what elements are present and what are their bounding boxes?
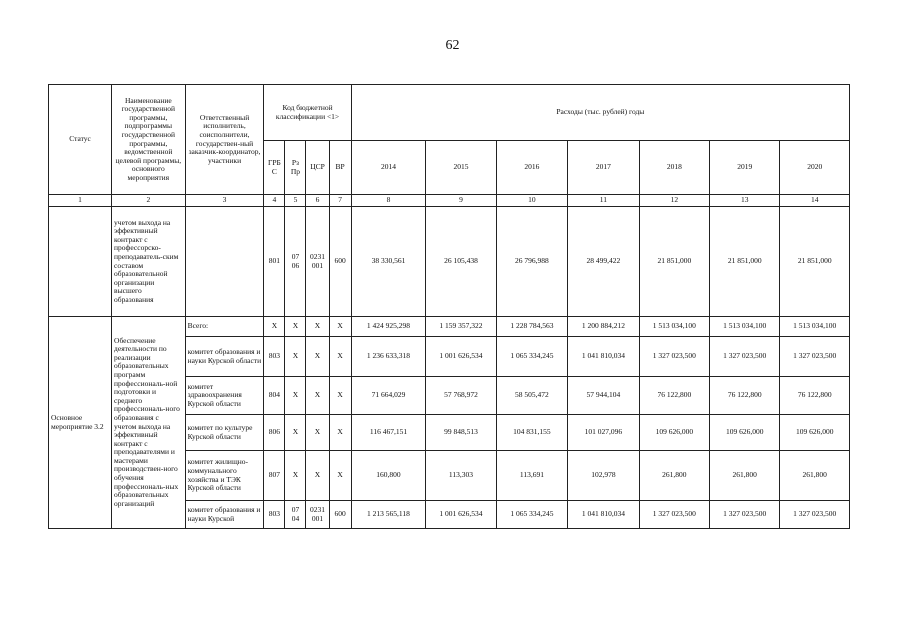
csr-cell: Х — [306, 451, 329, 501]
value-2014: 160,800 — [351, 451, 426, 501]
value-2020: 109 626,000 — [780, 415, 850, 451]
value-2020: 1 327 023,500 — [780, 337, 850, 377]
responsible-cell: комитет здравоохранения Курской области — [185, 377, 264, 415]
value-2018: 261,800 — [639, 451, 709, 501]
value-2017: 101 027,096 — [568, 415, 639, 451]
header-year-2017: 2017 — [568, 141, 639, 195]
page-number: 62 — [445, 38, 460, 53]
value-2016: 58 505,472 — [496, 377, 567, 415]
status-cell-empty — [49, 207, 112, 317]
value-2018: 1 327 023,500 — [639, 501, 709, 529]
responsible-cell-empty — [185, 207, 264, 317]
header-rzpr: Рз Пр — [285, 141, 306, 195]
value-2019: 1 327 023,500 — [710, 337, 780, 377]
value-2018: 1 327 023,500 — [639, 337, 709, 377]
value-2014: 1 236 633,318 — [351, 337, 426, 377]
value-2016: 1 065 334,245 — [496, 501, 567, 529]
vr-cell: Х — [329, 451, 351, 501]
responsible-cell: Всего: — [185, 317, 264, 337]
value-2014: 38 330,561 — [351, 207, 426, 317]
value-2020: 261,800 — [780, 451, 850, 501]
grbs-cell: 801 — [264, 207, 285, 317]
col-number: 5 — [285, 195, 306, 207]
col-number: 8 — [351, 195, 426, 207]
vr-cell: 600 — [329, 501, 351, 529]
value-2017: 102,978 — [568, 451, 639, 501]
value-2016: 26 796,988 — [496, 207, 567, 317]
rzpr-cell: 07 04 — [285, 501, 306, 529]
value-2019: 109 626,000 — [710, 415, 780, 451]
table-row — [49, 317, 850, 337]
vr-cell: Х — [329, 377, 351, 415]
header-year-2020: 2020 — [780, 141, 850, 195]
grbs-cell: 803 — [264, 501, 285, 529]
value-2019: 1 513 034,100 — [710, 317, 780, 337]
value-2019: 261,800 — [710, 451, 780, 501]
header-expenses: Расходы (тыс. рублей) годы — [351, 85, 849, 141]
program-name: учетом выхода на эффективный контракт с профессорско-преподаватель-ским составом образовательной организации высшего образования — [112, 207, 186, 317]
value-2016: 113,691 — [496, 451, 567, 501]
grbs-cell: Х — [264, 317, 285, 337]
value-2015: 1 001 626,534 — [426, 337, 496, 377]
col-number: 4 — [264, 195, 285, 207]
rzpr-cell: Х — [285, 317, 306, 337]
value-2019: 76 122,800 — [710, 377, 780, 415]
col-number: 6 — [306, 195, 329, 207]
value-2020: 1 513 034,100 — [780, 317, 850, 337]
col-number: 13 — [710, 195, 780, 207]
header-name: Наименование государственной программы, подпрограммы государственной программы, ведомственной целевой программы, основного мероприятия — [112, 85, 186, 195]
value-2015: 26 105,438 — [426, 207, 496, 317]
col-number: 10 — [496, 195, 567, 207]
header-csr: ЦСР — [306, 141, 329, 195]
value-2017: 1 041 810,034 — [568, 501, 639, 529]
rzpr-cell: Х — [285, 451, 306, 501]
header-status: Статус — [49, 85, 112, 195]
vr-cell: 600 — [329, 207, 351, 317]
measure-status: Основное мероприятие 3.2 — [49, 317, 112, 529]
col-number: 14 — [780, 195, 850, 207]
col-number: 2 — [112, 195, 186, 207]
vr-cell: Х — [329, 337, 351, 377]
csr-cell: 0231 001 — [306, 207, 329, 317]
value-2018: 109 626,000 — [639, 415, 709, 451]
header-responsible: Ответственный исполнитель, соисполнители, государствен-ный заказчик-координатор, участники — [185, 85, 264, 195]
value-2016: 104 831,155 — [496, 415, 567, 451]
header-year-2019: 2019 — [710, 141, 780, 195]
value-2015: 1 159 357,322 — [426, 317, 496, 337]
rzpr-cell: Х — [285, 377, 306, 415]
value-2017: 1 200 884,212 — [568, 317, 639, 337]
grbs-cell: 806 — [264, 415, 285, 451]
grbs-cell: 803 — [264, 337, 285, 377]
budget-table — [48, 84, 850, 529]
value-2017: 57 944,104 — [568, 377, 639, 415]
header-year-2018: 2018 — [639, 141, 709, 195]
rzpr-cell: Х — [285, 337, 306, 377]
measure-name: Обеспечение деятельности по реализации образовательных программ профессиональ-ной подготовки и среднего профессиональ-ного образования с учетом выхода на эффективный контракт с преподавателями и мастерами производствен-ного обучения профессиональ-ных образовательных организаций — [112, 317, 186, 529]
value-2014: 71 664,029 — [351, 377, 426, 415]
responsible-cell: комитет образования и науки Курской — [185, 501, 264, 529]
vr-cell: Х — [329, 415, 351, 451]
grbs-cell: 804 — [264, 377, 285, 415]
col-number: 1 — [49, 195, 112, 207]
table-row — [49, 207, 850, 317]
header-year-2016: 2016 — [496, 141, 567, 195]
header-budget-code: Код бюджетной классификации <1> — [264, 85, 351, 141]
responsible-cell: комитет жилищно-коммунального хозяйства и ТЭК Курской области — [185, 451, 264, 501]
vr-cell: Х — [329, 317, 351, 337]
value-2014: 1 424 925,298 — [351, 317, 426, 337]
value-2018: 76 122,800 — [639, 377, 709, 415]
header-grbs: ГРБ С — [264, 141, 285, 195]
col-number: 3 — [185, 195, 264, 207]
value-2018: 1 513 034,100 — [639, 317, 709, 337]
col-number: 12 — [639, 195, 709, 207]
csr-cell: 0231 001 — [306, 501, 329, 529]
value-2015: 1 001 626,534 — [426, 501, 496, 529]
responsible-cell: комитет по культуре Курской области — [185, 415, 264, 451]
value-2014: 1 213 565,118 — [351, 501, 426, 529]
col-number: 11 — [568, 195, 639, 207]
header-year-2014: 2014 — [351, 141, 426, 195]
value-2014: 116 467,151 — [351, 415, 426, 451]
col-number: 9 — [426, 195, 496, 207]
value-2018: 21 851,000 — [639, 207, 709, 317]
value-2015: 99 848,513 — [426, 415, 496, 451]
value-2020: 76 122,800 — [780, 377, 850, 415]
value-2019: 1 327 023,500 — [710, 501, 780, 529]
grbs-cell: 807 — [264, 451, 285, 501]
value-2015: 57 768,972 — [426, 377, 496, 415]
value-2017: 28 499,422 — [568, 207, 639, 317]
col-number: 7 — [329, 195, 351, 207]
csr-cell: Х — [306, 415, 329, 451]
header-vr: ВР — [329, 141, 351, 195]
column-number-row — [49, 195, 850, 207]
rzpr-cell: Х — [285, 415, 306, 451]
csr-cell: Х — [306, 317, 329, 337]
rzpr-cell: 07 06 — [285, 207, 306, 317]
value-2015: 113,303 — [426, 451, 496, 501]
responsible-cell: комитет образования и науки Курской области — [185, 337, 264, 377]
value-2019: 21 851,000 — [710, 207, 780, 317]
value-2016: 1 065 334,245 — [496, 337, 567, 377]
value-2020: 1 327 023,500 — [780, 501, 850, 529]
csr-cell: Х — [306, 377, 329, 415]
header-year-2015: 2015 — [426, 141, 496, 195]
value-2020: 21 851,000 — [780, 207, 850, 317]
value-2016: 1 228 784,563 — [496, 317, 567, 337]
csr-cell: Х — [306, 337, 329, 377]
value-2017: 1 041 810,034 — [568, 337, 639, 377]
